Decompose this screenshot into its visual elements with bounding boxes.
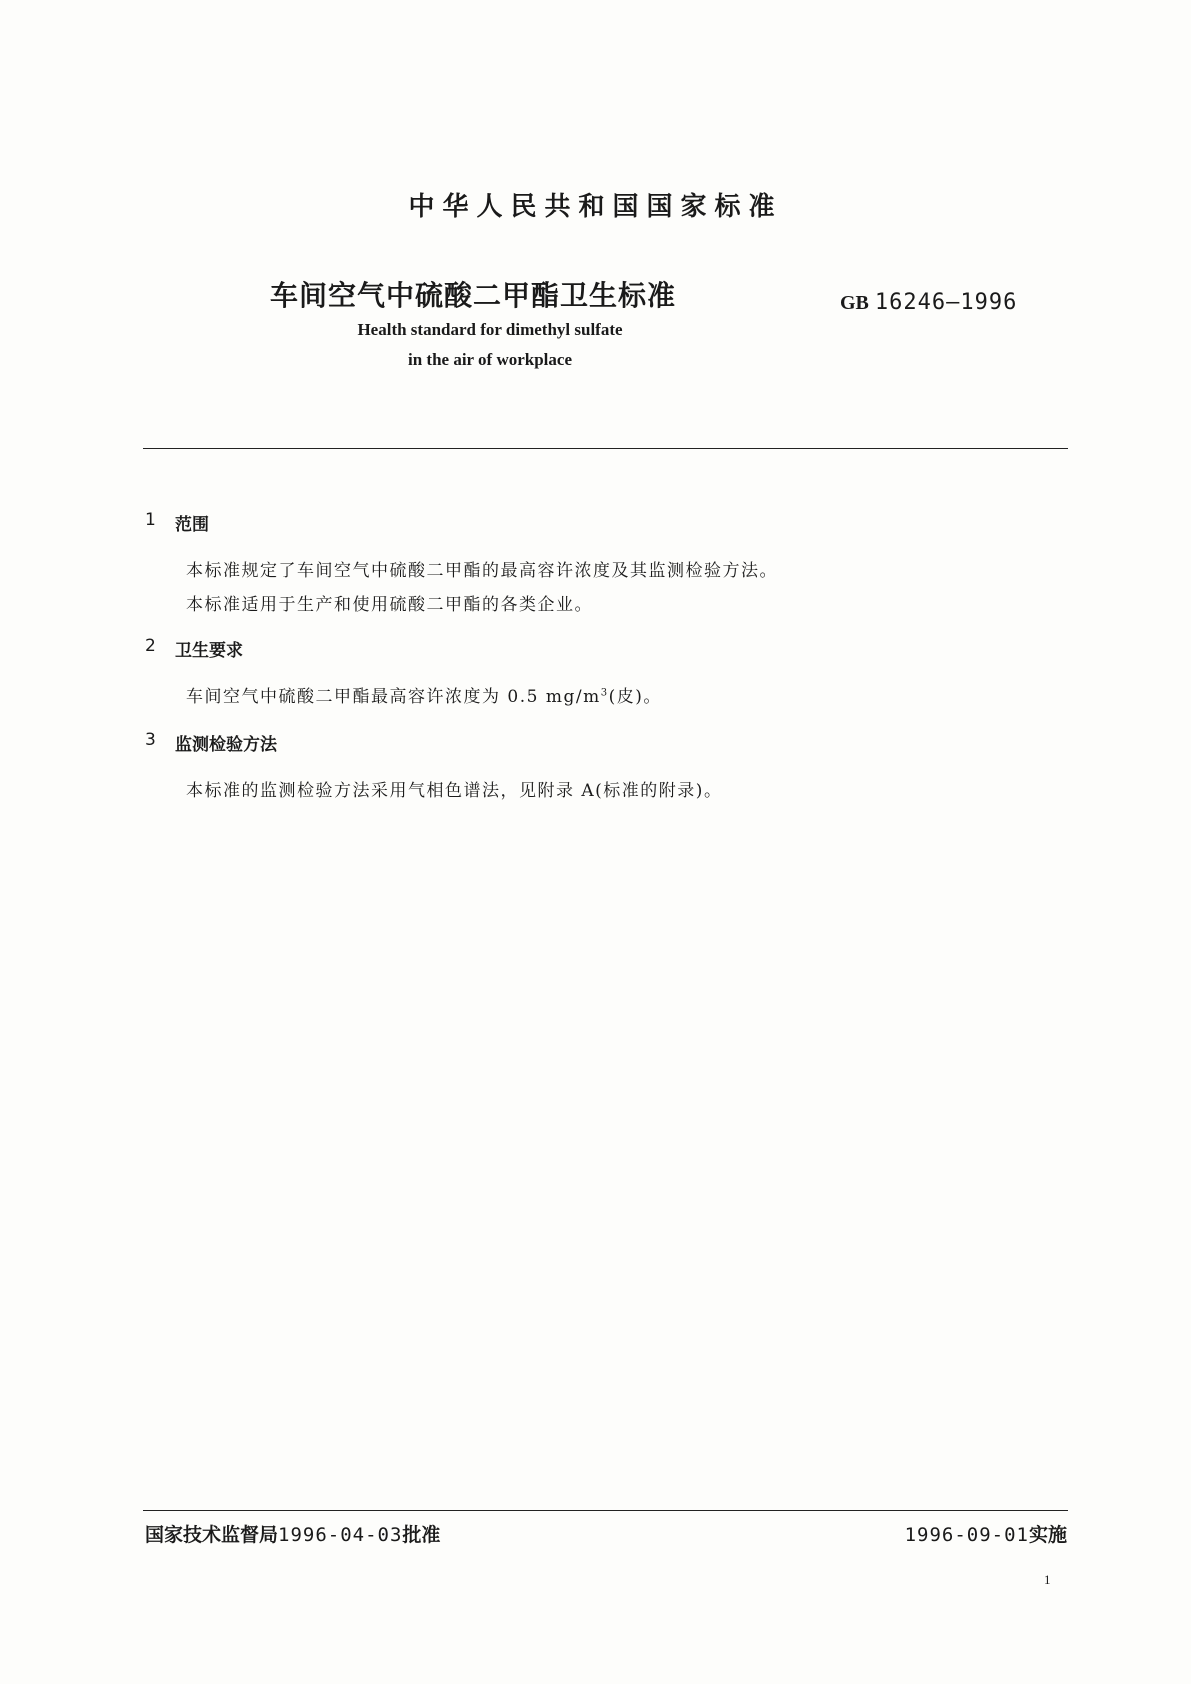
section-3-number: 3	[145, 730, 156, 750]
approving-authority: 国家技术监督局	[145, 1524, 279, 1546]
standard-code-prefix: GB	[840, 292, 869, 314]
approval-label: 批准	[402, 1524, 441, 1546]
section-2-paragraph-suffix: (皮)。	[608, 687, 662, 707]
section-1-title: 范围	[175, 515, 209, 535]
section-2-paragraph	[186, 682, 662, 707]
section-2-number: 2	[145, 636, 156, 656]
national-standard-heading: 中华人民共和国国家标准	[408, 192, 783, 222]
section-1-number: 1	[145, 510, 156, 530]
document-title-cn: 车间空气中硫酸二甲酯卫生标准	[270, 279, 677, 312]
section-2-paragraph-text: 车间空气中硫酸二甲酯最高容许浓度为 0.5 mg/m	[186, 687, 601, 707]
standard-code-number: 16246—1996	[874, 290, 1018, 315]
effective-info	[905, 1520, 1067, 1547]
section-2-title: 卫生要求	[175, 641, 243, 661]
header-divider	[143, 448, 1068, 449]
standard-code	[840, 290, 1017, 315]
footer-divider	[143, 1510, 1068, 1511]
section-1-paragraph-2: 本标准适用于生产和使用硫酸二甲酯的各类企业。	[186, 595, 593, 615]
approval-date: 1996-04-03	[278, 1524, 403, 1546]
effective-date: 1996-09-01	[904, 1524, 1029, 1546]
document-title-en-line2: in the air of workplace	[407, 350, 572, 369]
section-3-title: 监测检验方法	[175, 735, 277, 755]
document-title-en-line1: Health standard for dimethyl sulfate	[357, 320, 623, 339]
approval-info	[145, 1520, 440, 1547]
section-2-unit-exponent: 3	[600, 687, 609, 699]
effective-label: 实施	[1028, 1524, 1067, 1546]
page-number: 1	[1044, 1572, 1051, 1587]
section-3-paragraph: 本标准的监测检验方法采用气相色谱法，见附录 A(标准的附录)。	[186, 781, 723, 801]
section-1-paragraph-1: 本标准规定了车间空气中硫酸二甲酯的最高容许浓度及其监测检验方法。	[186, 561, 778, 581]
